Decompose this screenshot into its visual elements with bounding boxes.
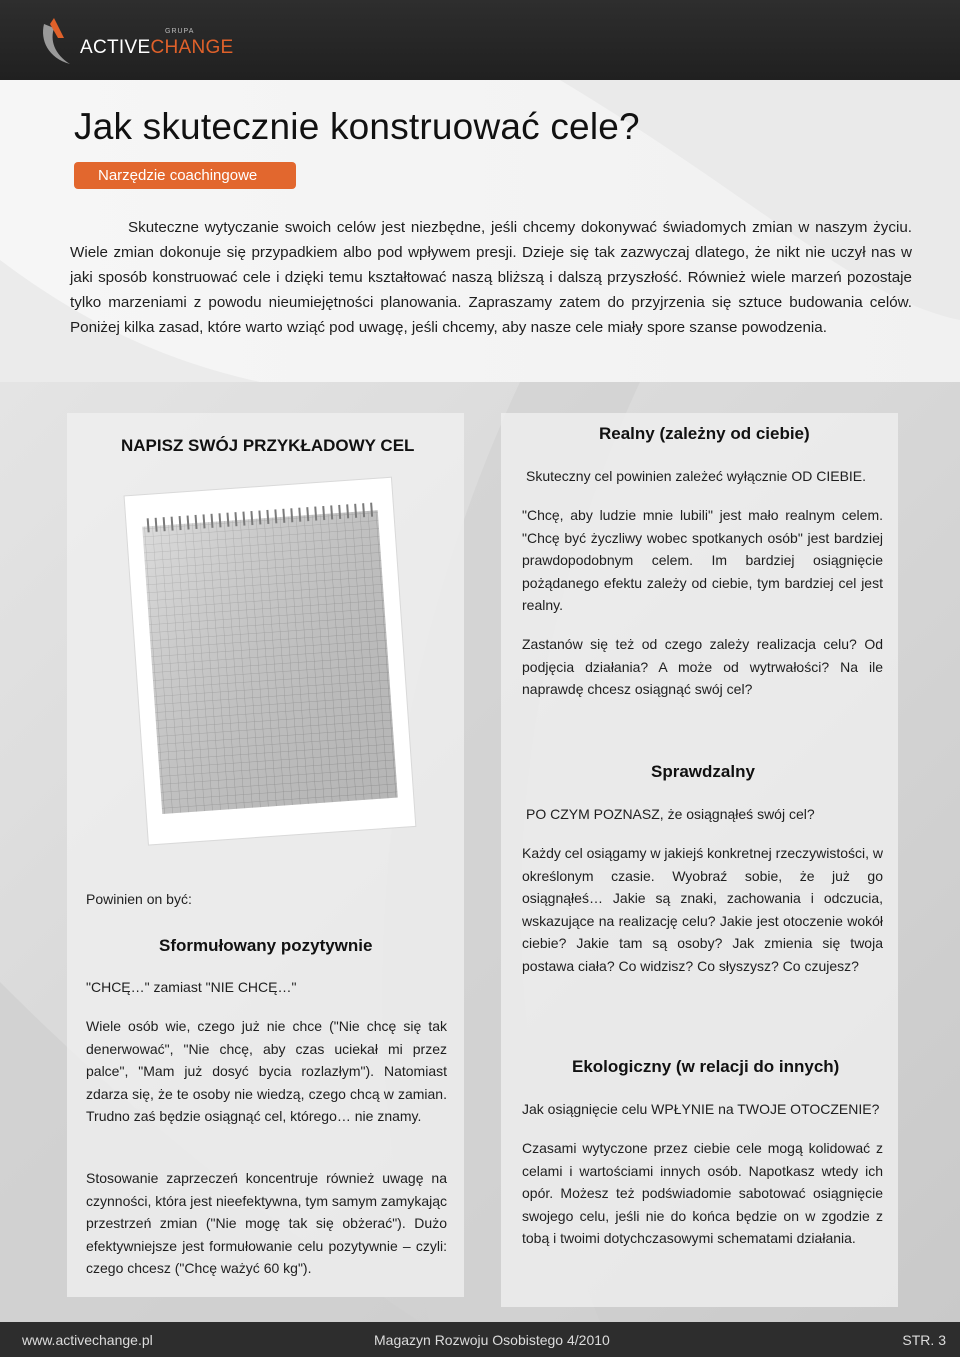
category-tag: Narzędzie coachingowe xyxy=(74,162,296,189)
positive-example: "CHCĘ…" zamiast "NIE CHCĘ…" xyxy=(86,979,297,995)
write-goal-heading: NAPISZ SWÓJ PRZYKŁADOWY CEL xyxy=(121,436,415,455)
measurable-paragraph: Każdy cel osiągamy w jakiejś konkretnej rzeczywistości, w określonym czasie. Wyobraź sobie, że już go osiągnąłeś… Jakie są znaki, zachowania i odczucia, wskazujące na realizację celu? Jakie jest otoczenie wokół ciebie? Jakie tam są osoby? Jak zmienia się twoja postawa ciała? Co widzisz? Co słyszysz? Co czujesz? xyxy=(522,845,884,974)
measurable-lead: PO CZYM POZNASZ, że osiągnąłeś swój cel? xyxy=(526,806,815,822)
page-header xyxy=(0,0,960,80)
footer-page-number: STR. 3 xyxy=(902,1332,946,1348)
activechange-logo xyxy=(40,14,240,70)
realistic-section-title: Realny (zależny od ciebie) xyxy=(599,424,810,443)
should-be-label: Powinien on być: xyxy=(86,891,192,907)
page-title: Jak skutecznie konstruować cele? xyxy=(74,106,640,147)
footer-magazine-title: Magazyn Rozwoju Osobistego 4/2010 xyxy=(374,1332,610,1348)
ecological-section-title: Ekologiczny (w relacji do innych) xyxy=(572,1057,840,1076)
footer-website-link[interactable]: www.activechange.pl xyxy=(22,1332,153,1348)
measurable-section-title: Sprawdzalny xyxy=(651,762,755,781)
ecological-paragraph: Czasami wytyczone przez ciebie cele mogą kolidować z celami i wartościami innych osób. Napotkasz wtedy ich opór. Możesz też podświadomie sabotować osiągnięcie swojego celu, jeśli nie do końca będzie on w zgodzie z tobą i twoimi dotychczasowymi schematami działania. xyxy=(522,1140,883,1247)
positive-paragraph-2: Stosowanie zaprzeczeń koncentruje również uwagę na czynności, która jest nieefektywna, tym samym zamykając przestrzeń zmian ("Nie mogę tak się obżerać"). Dużo efektywniejsze jest formułowanie celu pozytywnie – czyli: czego chcesz ("Chcę ważyć 60 kg"). xyxy=(86,1170,448,1277)
page-footer xyxy=(0,1322,960,1357)
realistic-lead: Skuteczny cel powinien zależeć wyłącznie OD CIEBIE. xyxy=(526,468,867,484)
logo-swoosh-icon xyxy=(40,14,80,66)
positive-section-title: Sformułowany pozytywnie xyxy=(159,936,373,955)
logo-grupa-text: GRUPA xyxy=(165,28,195,35)
logo-brand-text: ACTIVECHANGE xyxy=(80,37,234,58)
notepad-illustration xyxy=(122,472,422,857)
intro-paragraph: Skuteczne wytyczanie swoich celów jest niezbędne, jeśli chcemy dokonywać świadomych zmian w naszym życiu. Wiele zmian dokonuje się przypadkiem albo pod wpływem presji. Dzieje się tak zazwyczaj dlatego, że nikt nie uczył nas w jaki sposób konstruować cele i dzięki temu kształtować naszą bliższą i dalszą przyszłość. Również wiele marzeń pozostaje tylko marzeniami z powodu nieumiejętności planowania. Zapraszamy zatem do przyjrzenia się sztuce budowania celów. Poniżej kilka zasad, które warto wziąć pod uwagę, jeśli chcemy, aby nasze cele miały spore szanse powodzenia. xyxy=(70,219,912,336)
realistic-paragraph-2: Zastanów się też od czego zależy realizacja celu? Od podjęcia działania? A może od wytrwałości? Na ile naprawdę chcesz osiągnąć swój cel? xyxy=(522,636,883,698)
realistic-paragraph-1: "Chcę, aby ludzie mnie lubili" jest mało realnym celem. "Chcę być życzliwy wobec spotkanych osób" jest bardziej prawdopodobnym celem. Im bardziej osiągnięcie pożądanego efektu zależy od ciebie, tym bardziej cel jest realny. xyxy=(522,507,883,614)
positive-paragraph-1: Wiele osób wie, czego już nie chce ("Nie chcę się tak denerwować", "Nie chcę, aby czas uciekał mi przez palce", "Mam już dosyć bycia rozlazłym"). Natomiast zdarza się, że te osoby nie wiedzą, czego chcą w zamian. Trudno zaś będzie osiągnąć cel, którego… nie znamy. xyxy=(86,1018,447,1125)
ecological-lead: Jak osiągnięcie celu WPŁYNIE na TWOJE OTOCZENIE? xyxy=(522,1101,880,1117)
intro-section xyxy=(0,80,960,382)
